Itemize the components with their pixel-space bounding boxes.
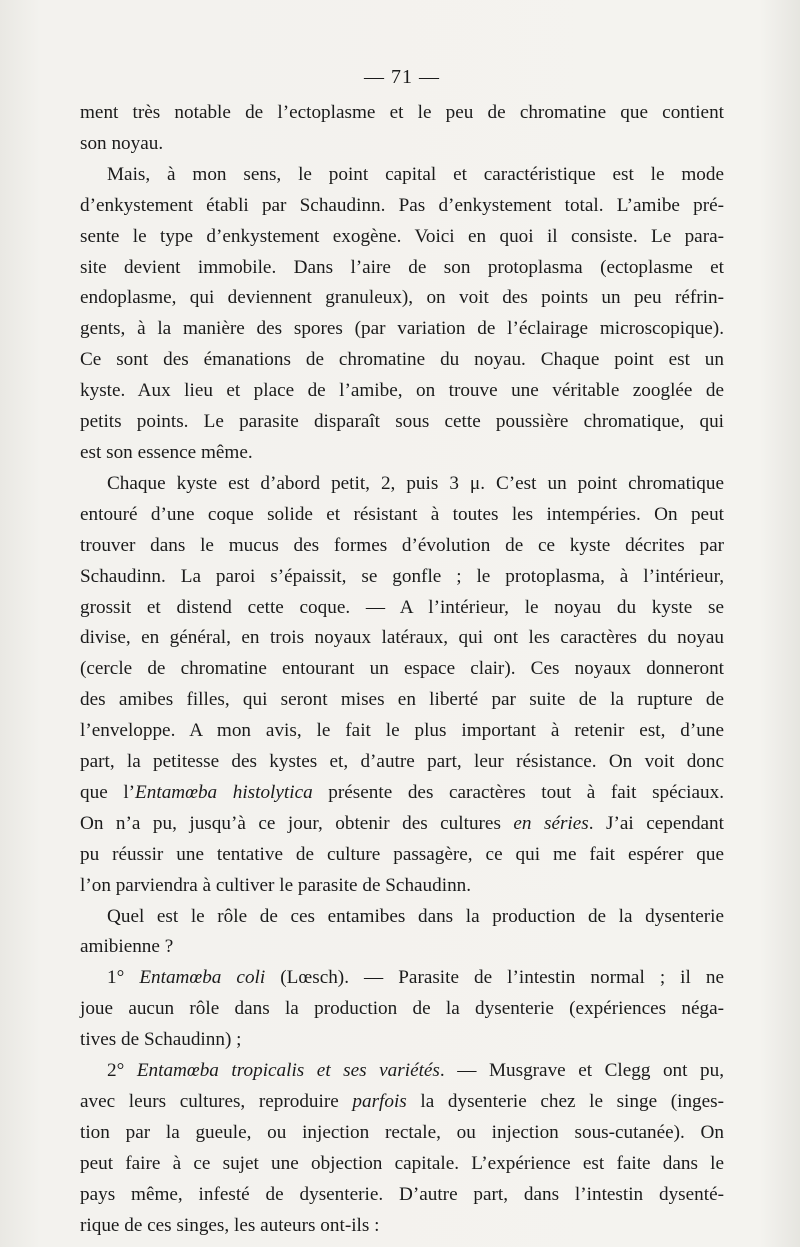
text-line: l’enveloppe. A mon avis, le fait le plus important à retenir est, d’une bbox=[80, 720, 724, 742]
text-line: amibienne ? bbox=[80, 936, 174, 958]
text-line: endoplasme, qui deviennent granuleux), on voit des points un peu réfrin- bbox=[80, 287, 724, 309]
text-line: tives de Schaudinn) ; bbox=[80, 1029, 242, 1051]
text-line: Ce sont des émanations de chromatine du noyau. Chaque point est un bbox=[80, 349, 724, 371]
text-line: joue aucun rôle dans la production de la dysenterie (expériences néga- bbox=[80, 998, 724, 1020]
text-line: petits points. Le parasite disparaît sous cette poussière chromatique, qui bbox=[80, 411, 724, 433]
text-segment: avec leurs cultures, reproduire bbox=[80, 1091, 353, 1112]
text-segment: la dysenterie chez le singe (inges- bbox=[406, 1091, 724, 1112]
text-segment: 1° bbox=[107, 967, 140, 989]
text-line: ment très notable de l’ectoplasme et le peu de chromatine que contient bbox=[80, 102, 724, 123]
text-line: gents, à la manière des spores (par variation de l’éclairage microscopique). bbox=[80, 318, 724, 340]
text-line bbox=[80, 1056, 724, 1087]
text-line: grossit et distend cette coque. — A l’intérieur, le noyau du kyste se bbox=[80, 596, 724, 618]
text-segment: (Lœsch). — Parasite de l’intestin normal ; il ne bbox=[265, 967, 724, 989]
text-line: l’on parviendra à cultiver le parasite de Schaudinn. bbox=[80, 874, 472, 896]
paragraph-continuation bbox=[80, 98, 724, 160]
text-line: site devient immobile. Dans l’aire de son protoplasma (ectoplasme et bbox=[80, 256, 724, 278]
paragraph-enkystement bbox=[80, 160, 724, 469]
text-segment: 2° bbox=[107, 1060, 137, 1082]
text-line: d’enkystement établi par Schaudinn. Pas d’enkystement total. L’amibe pré- bbox=[80, 194, 724, 216]
paragraph-entamoeba-coli bbox=[80, 963, 724, 1056]
text-line: tion par la gueule, ou injection rectale, ou injection sous-cutanée). On bbox=[80, 1121, 724, 1143]
text-line: (cercle de chromatine entourant un espace clair). Ces noyaux donneront bbox=[80, 658, 724, 680]
text-segment: . J’ai cependant bbox=[588, 812, 724, 834]
text-line: pays même, infesté de dysenterie. D’autre part, dans l’intestin dysenté- bbox=[80, 1183, 724, 1205]
text-line: des amibes filles, qui seront mises en liberté par suite de la rupture de bbox=[80, 689, 724, 711]
text-line bbox=[80, 778, 724, 809]
italic-term: en séries bbox=[513, 812, 589, 834]
text-line: peut faire à ce sujet une objection capitale. L’expérience est faite dans le bbox=[80, 1152, 724, 1174]
text-line: sente le type d’enkystement exogène. Voici en quoi il consiste. Le para- bbox=[80, 225, 724, 247]
italic-term: Entamœba histolytica bbox=[135, 781, 313, 803]
text-segment: On n’a pu, jusqu’à ce jour, obtenir des cultures bbox=[80, 812, 514, 834]
paragraph-entamoeba-tropicalis bbox=[80, 1056, 724, 1241]
page-number: — 71 — bbox=[364, 66, 440, 88]
text-line: rique de ces singes, les auteurs ont-ils : bbox=[80, 1214, 380, 1236]
text-line: part, la petitesse des kystes et, d’autre part, leur résistance. On voit donc bbox=[80, 751, 724, 773]
text-line: pu réussir une tentative de culture passagère, ce qui me fait espérer que bbox=[80, 843, 724, 865]
paragraph-question bbox=[80, 902, 724, 964]
text-segment: que l’ bbox=[80, 781, 136, 803]
text-line bbox=[80, 963, 724, 994]
text-line: est son essence même. bbox=[80, 441, 253, 463]
text-line: Schaudinn. La paroi s’épaissit, se gonfle ; le protoplasma, à l’intérieur, bbox=[80, 565, 724, 587]
text-line: divise, en général, en trois noyaux latéraux, qui ont les caractères du noyau bbox=[80, 627, 724, 649]
text-line: Quel est le rôle de ces entamibes dans la production de la dysenterie bbox=[107, 905, 724, 927]
italic-term: Entamœba tropicalis et ses variétés bbox=[136, 1060, 440, 1082]
text-line: trouver dans le mucus des formes d’évolution de ce kyste décrites par bbox=[80, 534, 724, 556]
italic-term: Entamœba coli bbox=[139, 967, 266, 989]
text-segment: présente des caractères tout à fait spéciaux. bbox=[312, 781, 724, 803]
italic-term: parfois bbox=[352, 1091, 407, 1112]
text-line: Mais, à mon sens, le point capital et caractéristique est le mode bbox=[107, 163, 724, 185]
text-line: Chaque kyste est d’abord petit, 2, puis 3 μ. C’est un point chromatique bbox=[107, 472, 724, 494]
text-line bbox=[80, 1087, 724, 1118]
text-segment: . — Musgrave et Clegg ont pu, bbox=[439, 1060, 724, 1082]
text-line: kyste. Aux lieu et place de l’amibe, on trouve une véritable zooglée de bbox=[80, 380, 724, 402]
paragraph-kyste bbox=[80, 469, 724, 902]
text-line bbox=[80, 809, 724, 840]
text-line: son noyau. bbox=[80, 132, 164, 154]
text-line: entouré d’une coque solide et résistant à toutes les intempéries. On peut bbox=[80, 503, 724, 525]
